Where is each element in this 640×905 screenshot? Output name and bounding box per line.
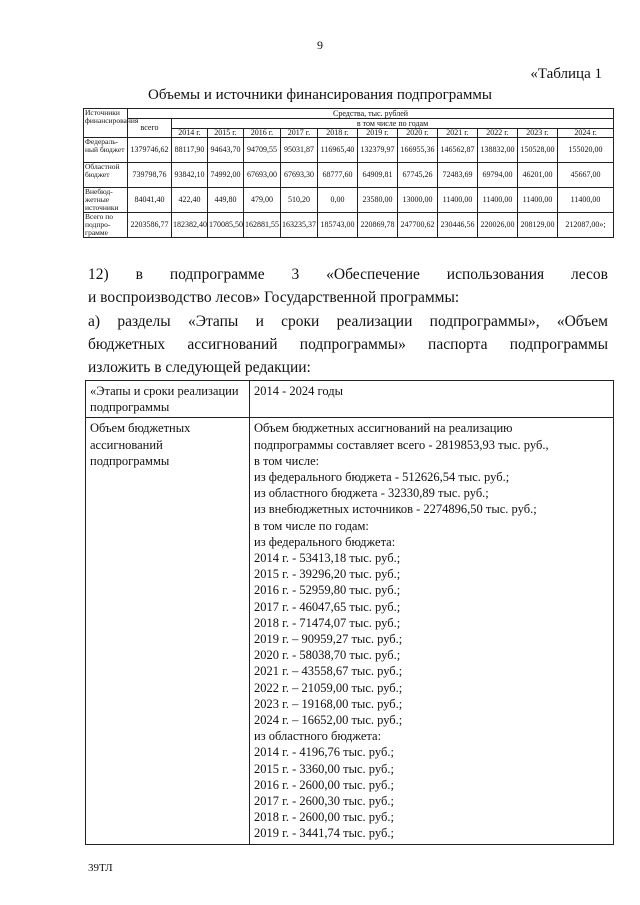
budget-line: 2021 г. – 43558,67 тыс. руб.; [254, 664, 403, 679]
budget-line: из внебюджетных источников - 2274896,50 тыс. руб.; [254, 502, 537, 517]
year-header: 2024 г. [558, 129, 614, 138]
row-value: 74992,00 [208, 163, 244, 188]
year-header: 2020 г. [398, 129, 438, 138]
stages-value: 2014 - 2024 годы [250, 381, 614, 418]
row-value: 13000,00 [398, 188, 438, 213]
row-value: 11400,00 [438, 188, 478, 213]
row-value: 88117,90 [172, 138, 208, 163]
table-row [84, 163, 614, 188]
budget-label: Объем бюджетных ассигнований подпрограммы [86, 418, 250, 844]
financing-table [83, 108, 614, 238]
row-value: 0,00 [318, 188, 358, 213]
row-value: 449,80 [208, 188, 244, 213]
stages-label: «Этапы и сроки реализации подпрограммы [86, 381, 250, 418]
budget-line: 2014 г. - 4196,76 тыс. руб.; [254, 745, 394, 760]
row-value: 182382,40 [172, 213, 208, 238]
budget-line: 2015 г. - 3360,00 тыс. руб.; [254, 761, 394, 776]
year-header: 2019 г. [358, 129, 398, 138]
table-row [84, 188, 614, 213]
year-header: 2023 г. [518, 129, 558, 138]
paragraph-12-line2: и воспроизводство лесов» Государственной программы: [88, 289, 460, 306]
budget-line: 2017 г. - 46047,65 тыс. руб.; [254, 599, 401, 614]
row-value: 23580,00 [358, 188, 398, 213]
row-value: 162881,55 [244, 213, 281, 238]
year-header: 2016 г. [244, 129, 281, 138]
row-value: 422,40 [172, 188, 208, 213]
budget-line: из областного бюджета - 32330,89 тыс. руб.; [254, 486, 489, 501]
row-value: 68777,60 [318, 163, 358, 188]
year-header: 2022 г. [478, 129, 518, 138]
table-title: Объемы и источники финансирования подпрограммы [148, 87, 492, 103]
row-value: 67693,30 [281, 163, 318, 188]
budget-line: из федерального бюджета: [254, 534, 396, 549]
year-header: 2017 г. [281, 129, 318, 138]
row-value: 95031,87 [281, 138, 318, 163]
row-value: 72483,69 [438, 163, 478, 188]
row-source: Внебюд-жетные источники [84, 188, 128, 213]
row-value: 138832,00 [478, 138, 518, 163]
row-value: 11400,00 [558, 188, 614, 213]
row-value: 510,20 [281, 188, 318, 213]
budget-line: в том числе по годам: [254, 518, 369, 533]
year-header: 2021 г. [438, 129, 478, 138]
year-header: 2018 г. [318, 129, 358, 138]
funds-header: Средства, тыс. рублей [128, 109, 614, 119]
page-number: 9 [317, 38, 323, 52]
row-value: 46201,00 [518, 163, 558, 188]
row-value: 93842,10 [172, 163, 208, 188]
row-value: 69794,00 [478, 163, 518, 188]
budget-line: 2018 г. - 71474,07 тыс. руб.; [254, 615, 401, 630]
passport-table [85, 380, 614, 845]
row-value: 146562,87 [438, 138, 478, 163]
row-value: 94709,55 [244, 138, 281, 163]
paragraph-a-line2: бюджетных ассигнований подпрограммы» паспорта подпрограммы [88, 336, 608, 353]
row-value: 212087,00»; [558, 213, 614, 238]
table-row [84, 213, 614, 238]
budget-value [250, 418, 614, 844]
source-header: Источники финансирования [84, 109, 128, 138]
row-total: 84041,40 [128, 188, 172, 213]
row-total: 2203586,77 [128, 213, 172, 238]
budget-line: Объем бюджетных ассигнований на реализацию [254, 421, 513, 436]
row-value: 166955,36 [398, 138, 438, 163]
paragraph-12-line1: 12) в подпрограмме 3 «Обеспечение использования лесов [88, 266, 608, 283]
budget-line: в том числе: [254, 453, 320, 468]
budget-line: подпрограммы составляет всего - 2819853,93 тыс. руб., [254, 437, 549, 452]
row-value: 155020,00 [558, 138, 614, 163]
total-header: всего [128, 119, 172, 138]
row-value: 132379,97 [358, 138, 398, 163]
row-source: Федераль-ный бюджет [84, 138, 128, 163]
budget-line: 2014 г. - 53413,18 тыс. руб.; [254, 551, 401, 566]
table-row [84, 138, 614, 163]
budget-line: 2016 г. - 2600,00 тыс. руб.; [254, 777, 394, 792]
by-years-header: в том числе по годам [172, 119, 614, 129]
row-value: 67693,00 [244, 163, 281, 188]
budget-line: 2024 г. – 16652,00 тыс. руб.; [254, 713, 403, 728]
row-value: 94643,70 [208, 138, 244, 163]
table-label: «Таблица 1 [530, 66, 602, 82]
year-header: 2014 г. [172, 129, 208, 138]
budget-line: из областного бюджета: [254, 729, 382, 744]
row-value: 163235,37 [281, 213, 318, 238]
budget-line: 2020 г. - 58038,70 тыс. руб.; [254, 648, 401, 663]
budget-line: 2017 г. - 2600,30 тыс. руб.; [254, 794, 394, 809]
row-value: 208129,00 [518, 213, 558, 238]
row-value: 230446,56 [438, 213, 478, 238]
paragraph-a-line3: изложить в следующей редакции: [88, 359, 311, 376]
year-header: 2015 г. [208, 129, 244, 138]
row-total: 739798,76 [128, 163, 172, 188]
paragraph-a [88, 310, 608, 379]
row-value: 64909,81 [358, 163, 398, 188]
budget-line: из федерального бюджета - 512626,54 тыс. руб.; [254, 470, 510, 485]
row-value: 67745,26 [398, 163, 438, 188]
budget-line: 2022 г. – 21059,00 тыс. руб.; [254, 680, 403, 695]
budget-line: 2018 г. - 2600,00 тыс. руб.; [254, 810, 394, 825]
row-value: 220026,00 [478, 213, 518, 238]
row-source: Всего по подпро-грамме [84, 213, 128, 238]
row-value: 220869,78 [358, 213, 398, 238]
document-code: 39ТЛ [88, 862, 113, 874]
budget-line: 2016 г. - 52959,80 тыс. руб.; [254, 583, 401, 598]
row-value: 170085,50 [208, 213, 244, 238]
row-value: 11400,00 [518, 188, 558, 213]
row-value: 185743,00 [318, 213, 358, 238]
row-value: 45667,00 [558, 163, 614, 188]
row-value: 247700,62 [398, 213, 438, 238]
row-value: 11400,00 [478, 188, 518, 213]
row-value: 479,00 [244, 188, 281, 213]
row-value: 116965,40 [318, 138, 358, 163]
row-value: 150528,00 [518, 138, 558, 163]
budget-line: 2015 г. - 39296,20 тыс. руб.; [254, 567, 401, 582]
row-total: 1379746,62 [128, 138, 172, 163]
budget-line: 2019 г. - 3441,74 тыс. руб.; [254, 826, 394, 841]
budget-line: 2019 г. – 90959,27 тыс. руб.; [254, 632, 403, 647]
budget-line: 2023 г. – 19168,00 тыс. руб.; [254, 696, 403, 711]
paragraph-a-line1: а) разделы «Этапы и сроки реализации подпрограммы», «Объем [88, 313, 608, 330]
row-source: Областной бюджет [84, 163, 128, 188]
